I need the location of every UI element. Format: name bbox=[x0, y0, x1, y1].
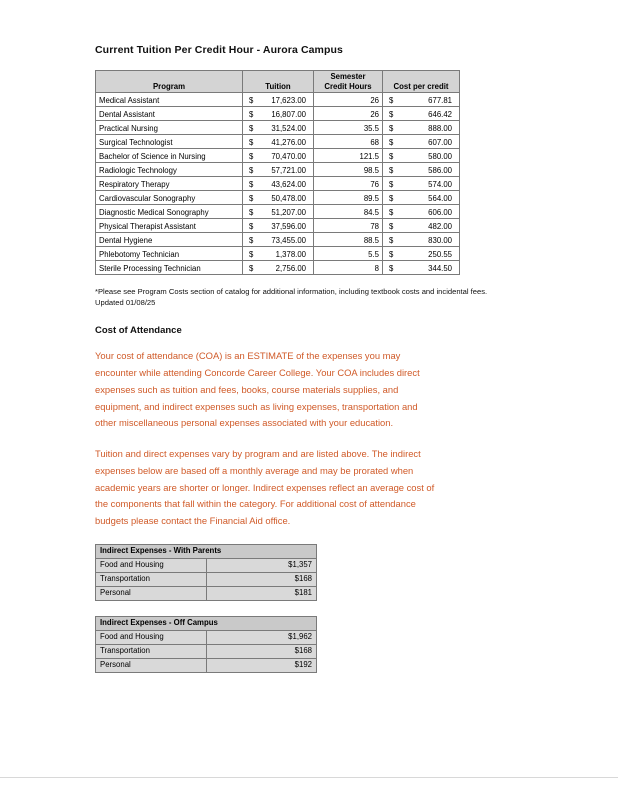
table-row bbox=[96, 107, 460, 121]
cell-credits: 121.5 bbox=[314, 149, 383, 163]
currency-symbol: $ bbox=[249, 137, 254, 147]
tuition-value: 73,455.00 bbox=[271, 235, 306, 245]
currency-symbol: $ bbox=[249, 235, 254, 245]
currency-symbol: $ bbox=[249, 207, 254, 217]
table-row bbox=[96, 177, 460, 191]
cell-program: Physical Therapist Assistant bbox=[96, 219, 243, 233]
currency-symbol: $ bbox=[249, 263, 254, 273]
currency-symbol: $ bbox=[249, 95, 254, 105]
cell-cost bbox=[383, 163, 460, 177]
currency-symbol: $ bbox=[389, 235, 394, 245]
cost-value: 482.00 bbox=[428, 221, 452, 231]
cell-expense-amount: $1,357 bbox=[206, 558, 317, 572]
cell-cost bbox=[383, 177, 460, 191]
currency-symbol: $ bbox=[249, 109, 254, 119]
cell-tuition bbox=[243, 163, 314, 177]
cell-tuition bbox=[243, 135, 314, 149]
cell-credits: 98.5 bbox=[314, 163, 383, 177]
tuition-value: 31,524.00 bbox=[271, 123, 306, 133]
cost-value: 574.00 bbox=[428, 179, 452, 189]
cell-cost bbox=[383, 233, 460, 247]
cost-value: 250.55 bbox=[428, 249, 452, 259]
tuition-footnote bbox=[95, 286, 528, 308]
cell-credits: 88.5 bbox=[314, 233, 383, 247]
table-row bbox=[96, 630, 317, 644]
cell-program: Medical Assistant bbox=[96, 93, 243, 107]
table-row bbox=[96, 121, 460, 135]
cell-program: Bachelor of Science in Nursing bbox=[96, 149, 243, 163]
cell-program: Sterile Processing Technician bbox=[96, 261, 243, 275]
currency-symbol: $ bbox=[249, 151, 254, 161]
cell-credits: 78 bbox=[314, 219, 383, 233]
cell-credits: 68 bbox=[314, 135, 383, 149]
credit-header-line2: Credit Hours bbox=[324, 81, 372, 91]
cell-credits: 76 bbox=[314, 177, 383, 191]
cell-program: Cardiovascular Sonography bbox=[96, 191, 243, 205]
currency-symbol: $ bbox=[249, 221, 254, 231]
table-row bbox=[96, 644, 317, 658]
tuition-value: 43,624.00 bbox=[271, 179, 306, 189]
cell-cost bbox=[383, 205, 460, 219]
column-header-credit-hours bbox=[314, 71, 383, 93]
cost-value: 344.50 bbox=[428, 263, 452, 273]
indirect-off-campus-title: Indirect Expenses - Off Campus bbox=[96, 616, 317, 630]
currency-symbol: $ bbox=[389, 221, 394, 231]
cell-tuition bbox=[243, 205, 314, 219]
tuition-value: 2,756.00 bbox=[275, 263, 306, 273]
cell-cost bbox=[383, 261, 460, 275]
tuition-value: 51,207.00 bbox=[271, 207, 306, 217]
cell-expense-amount: $168 bbox=[206, 572, 317, 586]
tuition-value: 57,721.00 bbox=[271, 165, 306, 175]
currency-symbol: $ bbox=[389, 249, 394, 259]
cell-expense-amount: $192 bbox=[206, 658, 317, 672]
table-row bbox=[96, 247, 460, 261]
footnote-line-1: *Please see Program Costs section of catalog for additional information, including textbook costs and incidental fees. bbox=[95, 287, 488, 297]
table-row bbox=[96, 149, 460, 163]
table-row bbox=[96, 261, 460, 275]
table-row bbox=[96, 219, 460, 233]
column-header-tuition: Tuition bbox=[243, 71, 314, 93]
tuition-value: 50,478.00 bbox=[271, 193, 306, 203]
cell-expense-amount: $168 bbox=[206, 644, 317, 658]
currency-symbol: $ bbox=[389, 179, 394, 189]
cell-expense-amount: $1,962 bbox=[206, 630, 317, 644]
currency-symbol: $ bbox=[389, 151, 394, 161]
cell-credits: 8 bbox=[314, 261, 383, 275]
coa-paragraph-2: Tuition and direct expenses vary by program and are listed above. The indirect expenses below are based off a monthly average and may be prorated when academic years are shorter or longer. Indirect expenses reflect an average cost of the components that fall within the category. For additional cost of attendance budgets please contact the Financial Aid office. bbox=[95, 448, 435, 527]
table-row bbox=[96, 658, 317, 672]
cell-credits: 26 bbox=[314, 93, 383, 107]
indirect-off-campus-body bbox=[96, 630, 317, 672]
cell-expense-label: Personal bbox=[96, 658, 207, 672]
cell-credits: 84.5 bbox=[314, 205, 383, 219]
cell-tuition bbox=[243, 121, 314, 135]
cell-cost bbox=[383, 149, 460, 163]
table-header-row bbox=[96, 616, 317, 630]
credit-header-line1: Semester bbox=[330, 72, 366, 81]
page-footer-divider bbox=[0, 777, 618, 778]
coa-paragraph-1: Your cost of attendance (COA) is an ESTIMATE of the expenses you may encounter while attending Concorde Career College. Your COA includes direct expenses such as tuition and fees, books, course materials supplies, and equipment, and indirect expenses such as living expenses, transportation and other miscellaneous personal expenses associated with your education. bbox=[95, 350, 420, 429]
table-row bbox=[96, 233, 460, 247]
indirect-off-campus-header bbox=[96, 616, 317, 630]
cell-cost bbox=[383, 93, 460, 107]
currency-symbol: $ bbox=[249, 249, 254, 259]
table-row bbox=[96, 586, 317, 600]
table-row bbox=[96, 93, 460, 107]
column-header-cost-per-credit: Cost per credit bbox=[383, 71, 460, 93]
currency-symbol: $ bbox=[389, 95, 394, 105]
currency-symbol: $ bbox=[389, 193, 394, 203]
cell-program: Respiratory Therapy bbox=[96, 177, 243, 191]
cell-tuition bbox=[243, 191, 314, 205]
tuition-value: 37,596.00 bbox=[271, 221, 306, 231]
indirect-with-parents-title: Indirect Expenses - With Parents bbox=[96, 544, 317, 558]
table-header-row bbox=[96, 544, 317, 558]
tuition-table-header bbox=[96, 71, 460, 93]
indirect-with-parents-header bbox=[96, 544, 317, 558]
cell-program: Practical Nursing bbox=[96, 121, 243, 135]
cell-tuition bbox=[243, 233, 314, 247]
cost-value: 564.00 bbox=[428, 193, 452, 203]
cell-tuition bbox=[243, 93, 314, 107]
cell-expense-label: Food and Housing bbox=[96, 558, 207, 572]
currency-symbol: $ bbox=[389, 109, 394, 119]
tuition-value: 41,276.00 bbox=[271, 137, 306, 147]
cell-expense-label: Food and Housing bbox=[96, 630, 207, 644]
cell-program: Phlebotomy Technician bbox=[96, 247, 243, 261]
cell-tuition bbox=[243, 219, 314, 233]
indirect-with-parents-body bbox=[96, 558, 317, 600]
table-row bbox=[96, 558, 317, 572]
cell-tuition bbox=[243, 177, 314, 191]
cost-value: 606.00 bbox=[428, 207, 452, 217]
cell-tuition bbox=[243, 247, 314, 261]
tuition-value: 70,470.00 bbox=[271, 151, 306, 161]
cell-tuition bbox=[243, 107, 314, 121]
cell-cost bbox=[383, 135, 460, 149]
table-row bbox=[96, 191, 460, 205]
tuition-value: 1,378.00 bbox=[275, 249, 306, 259]
tuition-value: 16,807.00 bbox=[271, 109, 306, 119]
table-row bbox=[96, 135, 460, 149]
table-row bbox=[96, 205, 460, 219]
cell-tuition bbox=[243, 149, 314, 163]
cell-cost bbox=[383, 107, 460, 121]
table-spacer bbox=[95, 601, 528, 610]
currency-symbol: $ bbox=[389, 137, 394, 147]
cost-value: 586.00 bbox=[428, 165, 452, 175]
cell-program: Dental Assistant bbox=[96, 107, 243, 121]
cell-tuition bbox=[243, 261, 314, 275]
cell-expense-label: Transportation bbox=[96, 644, 207, 658]
table-row bbox=[96, 163, 460, 177]
cell-cost bbox=[383, 219, 460, 233]
section-heading-cost-of-attendance: Cost of Attendance bbox=[95, 325, 182, 337]
cell-credits: 5.5 bbox=[314, 247, 383, 261]
cell-cost bbox=[383, 191, 460, 205]
cell-program: Surgical Technologist bbox=[96, 135, 243, 149]
currency-symbol: $ bbox=[249, 165, 254, 175]
cost-value: 888.00 bbox=[428, 123, 452, 133]
cost-value: 646.42 bbox=[428, 109, 452, 119]
tuition-table bbox=[95, 70, 460, 275]
currency-symbol: $ bbox=[249, 123, 254, 133]
currency-symbol: $ bbox=[389, 165, 394, 175]
cost-value: 580.00 bbox=[428, 151, 452, 161]
column-header-program: Program bbox=[96, 71, 243, 93]
cell-cost bbox=[383, 247, 460, 261]
cell-program: Radiologic Technology bbox=[96, 163, 243, 177]
table-header-row bbox=[96, 71, 460, 93]
cell-credits: 89.5 bbox=[314, 191, 383, 205]
currency-symbol: $ bbox=[389, 263, 394, 273]
cell-expense-label: Personal bbox=[96, 586, 207, 600]
cost-value: 607.00 bbox=[428, 137, 452, 147]
cell-program: Dental Hygiene bbox=[96, 233, 243, 247]
indirect-expenses-with-parents-table bbox=[95, 544, 317, 601]
cell-program: Diagnostic Medical Sonography bbox=[96, 205, 243, 219]
table-row bbox=[96, 572, 317, 586]
footnote-line-2: Updated 01/08/25 bbox=[95, 298, 156, 308]
cost-value: 830.00 bbox=[428, 235, 452, 245]
currency-symbol: $ bbox=[389, 123, 394, 133]
cost-value: 677.81 bbox=[428, 95, 452, 105]
cell-cost bbox=[383, 121, 460, 135]
cell-credits: 35.5 bbox=[314, 121, 383, 135]
tuition-value: 17,623.00 bbox=[271, 95, 306, 105]
tuition-table-body bbox=[96, 93, 460, 275]
cell-expense-label: Transportation bbox=[96, 572, 207, 586]
currency-symbol: $ bbox=[389, 207, 394, 217]
cell-credits: 26 bbox=[314, 107, 383, 121]
cell-expense-amount: $181 bbox=[206, 586, 317, 600]
currency-symbol: $ bbox=[249, 193, 254, 203]
indirect-expenses-off-campus-table bbox=[95, 616, 317, 673]
currency-symbol: $ bbox=[249, 179, 254, 189]
page-title: Current Tuition Per Credit Hour - Aurora Campus bbox=[95, 44, 343, 56]
